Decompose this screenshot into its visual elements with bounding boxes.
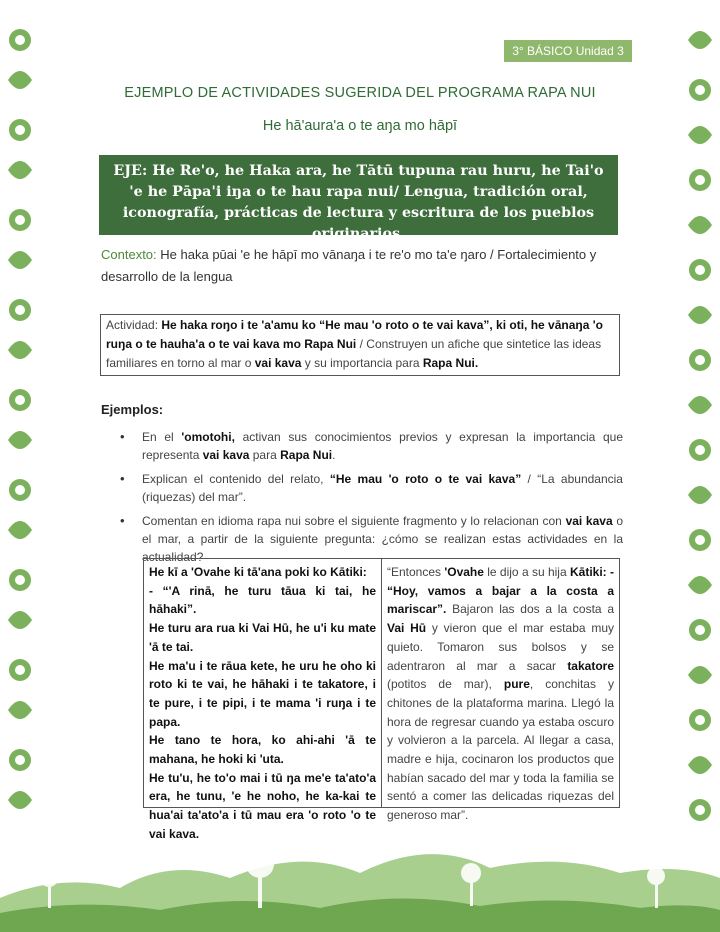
actividad-rapanui: He haka roŋo i te 'a'amu ko “He mau 'o roto o te vai kava”, ki oti, he vānaŋa 'o ruŋa o te hauha'a o te vai kava mo Rapa Nui (106, 318, 603, 351)
story-text: , conchitas y chitones de la plataforma marina. Llegó la hora de regresar cuando ya estaba oscuro y volvieron a la parcela. Al llegar a casa, madre e hija, cocinaron los productos que habían sacado del mar y toda la familia se sentó a comer las delicadas riquezas del generoso mar”. (387, 677, 615, 823)
story-table (143, 558, 620, 841)
grade-unit-badge: 3° BÁSICO Unidad 3 (504, 40, 632, 62)
landscape-footer-illustration (0, 818, 720, 932)
page-subtitle: He hā'aura'a o te aŋa mo hāpī (262, 118, 458, 134)
actividad-text-2: y su importancia para (301, 356, 423, 370)
contexto-label: Contexto: (101, 247, 157, 262)
list-item (118, 470, 623, 506)
actividad-bold-2: Rapa Nui. (422, 356, 479, 370)
story-line: He tano te hora, ko ahi-ahi 'ā te mahana, he hoki ki 'uta. (149, 733, 376, 767)
list-item (118, 428, 623, 464)
story-line: He turu ara rua ki Vai Hū, he u'i ku mate 'ā te tai. (149, 621, 376, 654)
story-text: le dijo a su hija (483, 565, 570, 579)
story-line: - “'A rinā, he turu tāua ki tai, he hāhaki”. (149, 583, 376, 617)
bullet-text: . (332, 448, 336, 462)
story-text: (potitos de mar), (387, 677, 504, 692)
story-keyword: pure (503, 677, 530, 692)
actividad-label: Actividad: (106, 318, 159, 332)
bullet-text: para (249, 448, 281, 462)
bullet-text: Explican el contenido del relato, (142, 472, 330, 486)
story-spanish-column (382, 559, 619, 823)
actividad-bold-1: vai kava (254, 356, 302, 370)
actividad-separator: / (356, 337, 367, 351)
story-line: He kī a 'Ovahe ki tā'ana poki ko Kātiki: (149, 565, 367, 579)
story-keyword: Vai Hū (387, 621, 427, 636)
story-keyword: takatore (567, 658, 614, 673)
bullet-text: activan sus conocimientos previos y expresan la importancia que representa (142, 430, 623, 462)
left-decorative-border (0, 20, 42, 840)
actividad-box (100, 314, 620, 376)
bullet-keyword: 'omotohi, (181, 430, 235, 444)
actividad-text-1: Construyen un afiche que sintetice las ideas familiares en torno al mar o (106, 337, 602, 370)
ejemplos-heading: Ejemplos: (101, 402, 164, 417)
story-keyword: Kātiki: - “Hoy, vamos a bajar a la costa a mariscar”. (387, 565, 614, 617)
story-line: He ma'u i te rāua kete, he uru he oho ki roto ki te vai, he hāhaki i te takatore, i te pure, i te pipi, i te mama 'i ruŋa i te papa. (149, 658, 376, 729)
bullet-text: / “La abundancia (riquezas) del mar”. (142, 472, 623, 504)
bullet-text: Comentan en idioma rapa nui sobre el siguiente fragmento y lo relacionan con (142, 514, 566, 528)
bullet-keyword: vai kava (565, 514, 613, 528)
page-title: EJEMPLO DE ACTIVIDADES SUGERIDA DEL PROGRAMA RAPA NUI (124, 85, 596, 101)
bullet-keyword: “He mau 'o roto o te vai kava” (329, 472, 522, 486)
right-decorative-border (678, 20, 720, 840)
contexto-paragraph (101, 244, 621, 288)
bullet-text: En el (142, 430, 182, 444)
story-text: “Entonces (387, 565, 445, 579)
story-line: He tu'u, he to'o mai i tū ŋa me'e ta'ato'a era, he tunu, 'e he noho, he ka-kai te hua'ai ta'ato'a i tū mau era 'o roto 'o te vai kava. (149, 770, 376, 841)
contexto-text: He haka pūai 'e he hāpī mo vānaŋa i te re'o mo ta'e ŋaro / Fortalecimiento y desarrollo de la lengua (101, 247, 597, 284)
ejemplos-list (118, 428, 623, 572)
bullet-text: o el mar, a partir de la siguiente pregunta: ¿cómo se realizan estas actividades en la actualidad? (142, 514, 624, 564)
bullet-keyword: vai kava (202, 448, 250, 462)
story-text: Bajaron las dos a la costa a (446, 602, 614, 617)
story-rapanui-column (144, 559, 382, 841)
story-text: y vieron que el mar estaba muy quieto. Tomaron sus bolsos y se adentraron al mar a sacar (387, 621, 614, 673)
story-keyword: 'Ovahe (444, 565, 484, 579)
eje-banner: EJE: He Re'o, he Haka ara, he Tātū tupuna rau huru, he Tai'o 'e he Pāpa'i iŋa o te hau rapa nui/ Lengua, tradición oral, iconografía, prácticas de lectura y escritura de los pueblos originarios. (99, 155, 618, 235)
bullet-keyword: Rapa Nui (280, 448, 333, 462)
